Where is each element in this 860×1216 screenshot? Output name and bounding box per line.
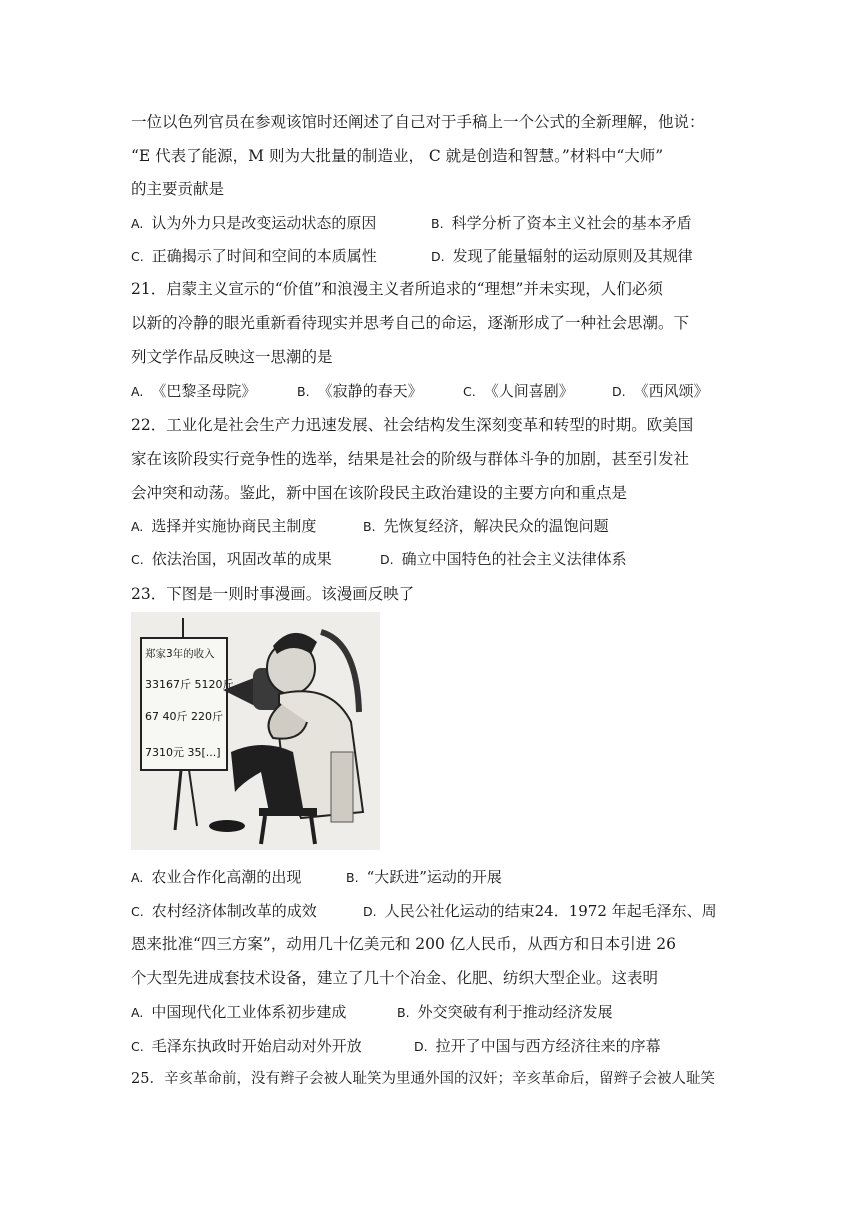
q21-line-3: 列文学作品反映这一思潮的是 (131, 348, 333, 366)
q21-option-a-label: A. (131, 384, 144, 399)
q23-option-c-label: C. (131, 904, 144, 919)
q23-option-b (346, 867, 502, 888)
q22-option-a-label: A. (131, 519, 144, 534)
q22-option-a (131, 516, 316, 537)
q24-line-1: 24．1972 年起毛泽东、周 (534, 902, 717, 920)
q24-option-d-label: D. (414, 1039, 428, 1054)
q23-option-b-text: “大跃进”运动的开展 (366, 868, 502, 886)
q24-option-c (131, 1036, 362, 1057)
q23-option-a (131, 867, 301, 888)
q22-option-c (131, 549, 332, 570)
q24-option-d-text: 拉开了中国与西方经济往来的序幕 (435, 1037, 661, 1055)
q20-option-a (131, 213, 376, 234)
q20-option-a-label: A. (131, 216, 144, 231)
q21-option-c (463, 381, 574, 402)
q21-option-a (131, 381, 256, 402)
q22-option-d-text: 确立中国特色的社会主义法律体系 (401, 550, 627, 568)
q21-option-d-text: 《西风颂》 (633, 382, 709, 400)
q24-line-3: 个大型先进成套技术设备，建立了几十个冶金、化肥、纺织大型企业。这表明 (131, 969, 659, 987)
q22-option-d (380, 549, 627, 570)
q20-option-c-label: C. (131, 249, 144, 264)
q23-option-b-label: B. (346, 870, 359, 885)
q24-option-a (131, 1002, 346, 1023)
q21-option-c-label: C. (463, 384, 476, 399)
q23-option-c (131, 901, 317, 922)
q22-option-a-text: 选择并实施协商民主制度 (151, 517, 317, 535)
q22-option-b-label: B. (363, 519, 376, 534)
q23-option-a-text: 农业合作化高潮的出现 (151, 868, 302, 886)
q22-option-c-text: 依法治国，巩固改革的成果 (151, 550, 332, 568)
q21-option-a-text: 《巴黎圣母院》 (151, 382, 257, 400)
q22-line-2: 家在该阶段实行竞争性的选举，结果是社会的阶级与群体斗争的加剧，甚至引发社 (131, 450, 690, 468)
q20-option-c (131, 246, 377, 267)
q24-option-d (414, 1036, 661, 1057)
q23-line-1: 23．下图是一则时事漫画。该漫画反映了 (131, 585, 415, 603)
cartoon-drawing (131, 612, 380, 850)
q20-option-d-label: D. (431, 249, 445, 264)
q20-option-d (431, 246, 693, 267)
q22-option-b (363, 516, 609, 537)
intro-line-3: 的主要贡献是 (131, 180, 225, 198)
q21-line-2: 以新的冷静的眼光重新看待现实并思考自己的命运，逐渐形成了一种社会思潮。下 (131, 314, 690, 332)
intro-line-2: “E 代表了能源，M 则为大批量的制造业， C 就是创造和智慧。”材料中“大师” (131, 147, 664, 165)
sign-row-1: 33167斤 5120斤 (145, 678, 234, 691)
q20-option-b (431, 213, 692, 234)
q24-option-b-text: 外交突破有利于推动经济发展 (417, 1003, 613, 1021)
q24-option-c-text: 毛泽东执政时开始启动对外开放 (151, 1037, 362, 1055)
sign-title: 郑家3年的收入 (145, 648, 215, 660)
q24-option-c-label: C. (131, 1039, 144, 1054)
q21-line-1: 21．启蒙主义宣示的“价值”和浪漫主义者所追求的“理想”并未实现，人们必须 (131, 280, 663, 298)
q24-line-2: 恩来批准“四三方案”，动用几十亿美元和 200 亿人民币，从西方和日本引进 26 (131, 935, 676, 953)
q24-option-b (397, 1002, 613, 1023)
q24-option-a-label: A. (131, 1005, 144, 1020)
q22-option-b-text: 先恢复经济，解决民众的温饱问题 (383, 517, 609, 535)
q21-option-d (612, 381, 709, 402)
q20-option-b-label: B. (431, 216, 444, 231)
sign-row-3: 7310元 35[...] (145, 746, 221, 759)
q24-option-a-text: 中国现代化工业体系初步建成 (151, 1003, 347, 1021)
q21-option-b-text: 《寂静的春天》 (317, 382, 423, 400)
sign-row-2: 67 40斤 220斤 (145, 710, 223, 723)
q22-option-c-label: C. (131, 552, 144, 567)
q22-line-3: 会冲突和动荡。鉴此，新中国在该阶段民主政治建设的主要方向和重点是 (131, 484, 628, 502)
q25-line-1: 25．辛亥革命前，没有辫子会被人耻笑为里通外国的汉奸；辛亥革命后，留辫子会被人耻笑 (131, 1071, 715, 1087)
q21-option-b-label: B. (297, 384, 310, 399)
q20-option-c-text: 正确揭示了时间和空间的本质属性 (151, 247, 377, 265)
q22-line-1: 22．工业化是社会生产力迅速发展、社会结构发生深刻变革和转型的时期。欧美国 (131, 416, 694, 434)
q21-option-d-label: D. (612, 384, 626, 399)
q23-option-c-text: 农村经济体制改革的成效 (151, 902, 317, 920)
intro-line-1: 一位以色列官员在参观该馆时还阐述了自己对于手稿上一个公式的全新理解，他说： (131, 113, 705, 131)
q23-option-d (363, 901, 717, 922)
q20-option-d-text: 发现了能量辐射的运动原则及其规律 (452, 247, 693, 265)
q20-option-a-text: 认为外力只是改变运动状态的原因 (151, 214, 377, 232)
q21-option-c-text: 《人间喜剧》 (483, 382, 574, 400)
q23-option-d-label: D. (363, 904, 377, 919)
q23-option-d-text: 人民公社化运动的结束 (384, 902, 535, 920)
q24-option-b-label: B. (397, 1005, 410, 1020)
q22-option-d-label: D. (380, 552, 394, 567)
q20-option-b-text: 科学分析了资本主义社会的基本矛盾 (451, 214, 692, 232)
cartoon-image (131, 612, 380, 850)
q21-option-b (297, 381, 423, 402)
q23-option-a-label: A. (131, 870, 144, 885)
